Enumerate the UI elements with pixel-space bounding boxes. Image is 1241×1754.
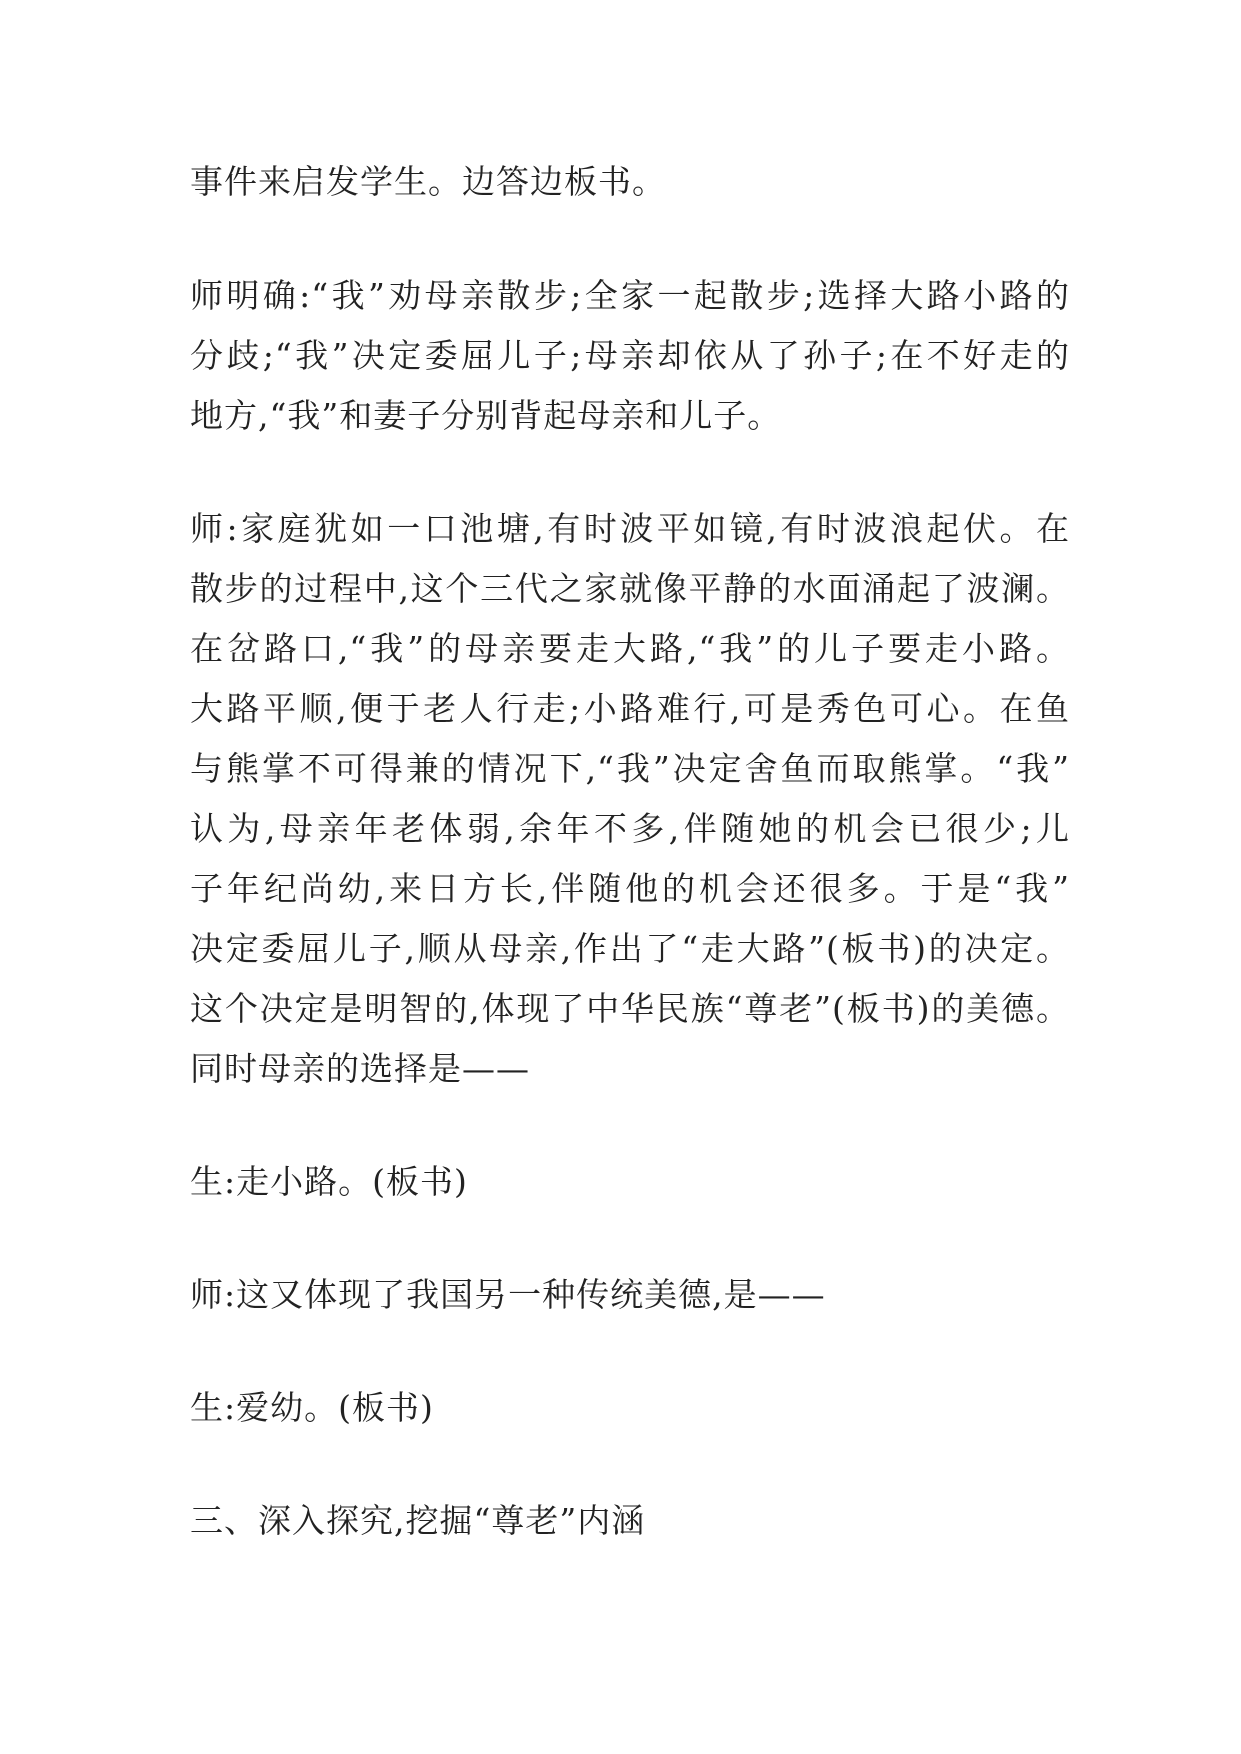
section-heading: 三、深入探究,挖掘“尊老”内涵	[190, 1501, 646, 1540]
paragraph-line: 在岔路口,“我”的母亲要走大路,“我”的儿子要走小路。	[190, 629, 1070, 668]
paragraph-line: 散步的过程中,这个三代之家就像平静的水面涌起了波澜。	[190, 569, 1070, 608]
paragraph-line: 这个决定是明智的,体现了中华民族“尊老”(板书)的美德。	[190, 989, 1070, 1028]
paragraph-line: 分歧;“我”决定委屈儿子;母亲却依从了孙子;在不好走的	[190, 336, 1070, 375]
paragraph-line: 生:走小路。(板书)	[190, 1162, 468, 1201]
paragraph-line: 地方,“我”和妻子分别背起母亲和儿子。	[190, 396, 782, 435]
paragraph-line: 认为,母亲年老体弱,余年不多,伴随她的机会已很少;儿	[190, 809, 1070, 848]
paragraph-line: 事件来启发学生。边答边板书。	[190, 162, 666, 201]
paragraph-line: 师明确:“我”劝母亲散步;全家一起散步;选择大路小路的	[190, 276, 1070, 315]
paragraph-line: 师:家庭犹如一口池塘,有时波平如镜,有时波浪起伏。在	[190, 509, 1070, 548]
paragraph-line: 与熊掌不可得兼的情况下,“我”决定舍鱼而取熊掌。“我”	[190, 749, 1070, 788]
paragraph-line: 生:爱幼。(板书)	[190, 1388, 434, 1427]
paragraph-line: 同时母亲的选择是——	[190, 1049, 530, 1088]
paragraph-line: 大路平顺,便于老人行走;小路难行,可是秀色可心。在鱼	[190, 689, 1070, 728]
paragraph-line: 师:这又体现了我国另一种传统美德,是——	[190, 1275, 826, 1314]
paragraph-line: 决定委屈儿子,顺从母亲,作出了“走大路”(板书)的决定。	[190, 929, 1070, 968]
paragraph-line: 子年纪尚幼,来日方长,伴随他的机会还很多。于是“我”	[190, 869, 1070, 908]
